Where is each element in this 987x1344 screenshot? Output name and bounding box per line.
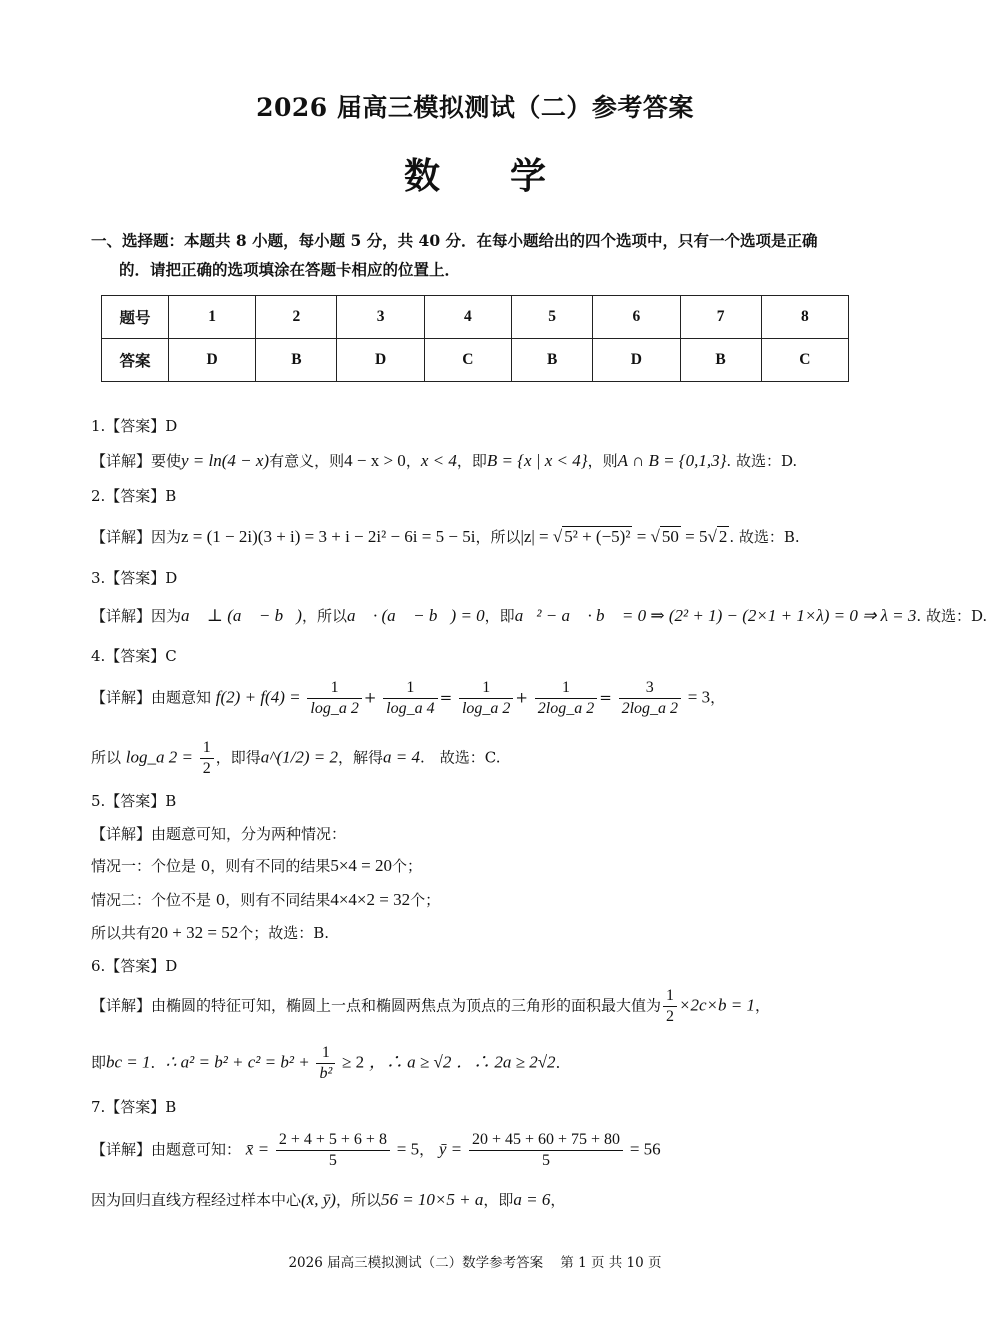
fraction: $\frac{1}{2}$ xyxy=(663,986,677,1027)
subject-char-2: 学 xyxy=(510,155,547,197)
section-line-1: 一、选择题：本题共 8 小题，每小题 5 分，共 40 分．在每小题给出的四个选项中，只有一个选项是正确 xyxy=(91,231,818,250)
detail-label: 【详解】因为 xyxy=(91,528,182,546)
math-expr: 5×4 = 20 xyxy=(330,856,393,875)
detail-text: ，即得 xyxy=(215,748,261,767)
q5-answer: 5.【答案】B xyxy=(91,792,177,810)
detail-text: ， xyxy=(419,1140,435,1159)
math-expr: a = 6 xyxy=(513,1190,551,1209)
math-expr: 56 = 10×5 + a xyxy=(380,1190,484,1209)
table-cell: D xyxy=(337,339,424,382)
math-expr: = 5 xyxy=(680,527,708,546)
detail-text: ， xyxy=(405,452,421,470)
math-sqrt: 50 xyxy=(661,527,679,546)
detail-text: ， xyxy=(754,996,770,1015)
math-expr: = 56 xyxy=(629,1139,661,1159)
math-expr: a⃗ · (a⃗ − b⃗) = 0 xyxy=(346,606,485,625)
detail-label: 【详解】由椭圆的特征可知，椭圆上一点和椭圆两焦点为顶点的三角形的面积最大值为 xyxy=(91,996,662,1015)
table-cell: D xyxy=(169,339,256,382)
table-cell: 1 xyxy=(169,296,256,339)
table-cell: B xyxy=(680,339,761,382)
detail-text: 因为回归直线方程经过样本中心 xyxy=(91,1191,302,1209)
fraction: $\frac{1}{2}$ xyxy=(200,738,214,779)
table-cell: 2 xyxy=(256,296,337,339)
q3-detail xyxy=(91,606,987,626)
q5-total xyxy=(91,923,329,943)
detail-text: . 故选：D. xyxy=(916,607,987,625)
q1-answer: 1.【答案】D xyxy=(91,417,178,435)
math-expr: ×2c×b = 1 xyxy=(679,995,755,1015)
table-cell: 4 xyxy=(424,296,511,339)
table-cell: 6 xyxy=(593,296,680,339)
footer-title: 2026 届高三模拟测试（二）数学参考答案 xyxy=(288,1255,544,1271)
fraction: $\frac{1}{2\log\_a 2}$ xyxy=(535,678,597,719)
fraction: $\frac{1}{\log\_a 2}$ xyxy=(459,678,513,719)
table-cell: 5 xyxy=(512,296,593,339)
math-expr: 4 − x > 0 xyxy=(344,451,406,470)
math-expr: a^(1/2) = 2 xyxy=(260,747,338,767)
math-expr: A ∩ B = {0,1,3} xyxy=(617,451,727,470)
fraction: $\frac{1}{\text{b²}}$ xyxy=(316,1043,335,1084)
math-expr: ≥ 2 xyxy=(342,1052,365,1072)
detail-text: 情况一：个位是 0，则有不同的结果 xyxy=(91,857,331,875)
q4-answer: 4.【答案】C xyxy=(91,647,177,665)
table-cell: C xyxy=(424,339,511,382)
math-sqrt: 5² + (−5)² xyxy=(564,527,631,546)
q2-answer: 2.【答案】B xyxy=(91,487,177,505)
page-number: 第 1 页 共 10 页 xyxy=(560,1255,662,1271)
detail-text: ， xyxy=(710,688,726,707)
table-row-label: 题号 xyxy=(102,296,169,339)
detail-text: ． xyxy=(150,1053,166,1072)
math-expr: 4×4×2 = 32 xyxy=(330,890,411,909)
detail-text: 所以共有 xyxy=(91,924,152,942)
section-heading xyxy=(91,226,863,284)
table-cell: B xyxy=(256,339,337,382)
math-expr: ．∴ 2a ≥ 2√2 xyxy=(456,1052,556,1072)
math-expr: ȳ = xyxy=(438,1139,463,1159)
table-cell: B xyxy=(512,339,593,382)
fraction: $\frac{1}{\log\_a 4}$ xyxy=(383,678,437,719)
math-expr: bc = 1 xyxy=(106,1052,151,1072)
detail-text: . 故选：C. xyxy=(420,748,501,767)
page-footer xyxy=(0,1251,950,1271)
math-expr: a⃗ ⊥ (a⃗ − b⃗) xyxy=(181,606,302,625)
subject-char-1: 数 xyxy=(403,155,440,197)
q4-detail-line2 xyxy=(91,738,500,779)
q7-detail xyxy=(91,1130,661,1171)
fraction: $\frac{20 + 45 + 60 + 75 + 80}{5}$ xyxy=(469,1130,623,1171)
detail-text: ． xyxy=(555,1053,571,1072)
detail-text: ，所以 xyxy=(301,607,347,625)
detail-text: ， xyxy=(550,1191,566,1209)
math-expr: ∴ a² = b² + c² = b² + xyxy=(165,1052,310,1072)
detail-text: ，即 xyxy=(484,607,515,625)
fraction: $\frac{3}{2\log\_a 2}$ xyxy=(619,678,681,719)
math-expr: f(2) + f(4) = xyxy=(215,687,301,707)
fraction: $\frac{2 + 4 + 5 + 6 + 8}{5}$ xyxy=(276,1130,390,1171)
table-row xyxy=(102,339,849,382)
detail-text: 个； xyxy=(410,891,441,909)
detail-text: 个；故选：B. xyxy=(238,924,329,942)
q5-detail: 【详解】由题意可知，分为两种情况： xyxy=(91,825,347,843)
detail-text: 有意义，则 xyxy=(269,452,345,470)
detail-text: 即 xyxy=(91,1053,107,1072)
q6-detail xyxy=(91,986,770,1027)
answer-table xyxy=(101,295,849,382)
detail-text: ，所以 xyxy=(335,1191,381,1209)
detail-label: 【详解】因为 xyxy=(91,607,182,625)
math-expr: B = {x | x < 4} xyxy=(486,451,588,470)
table-row-label: 答案 xyxy=(102,339,169,382)
math-expr: a = 4 xyxy=(383,747,420,767)
detail-text: ，解得 xyxy=(338,748,384,767)
detail-text: ，即 xyxy=(483,1191,514,1209)
detail-text: ，则 xyxy=(587,452,618,470)
detail-text: . 故选：D. xyxy=(726,452,798,470)
math-expr: log_a 2 = xyxy=(125,747,193,767)
math-expr: 20 + 32 = 52 xyxy=(151,923,239,942)
table-cell: 3 xyxy=(337,296,424,339)
detail-text: ，所以 xyxy=(475,528,521,546)
detail-text: 情况二：个位不是 0，则有不同结果 xyxy=(91,891,331,909)
q6-detail-line2 xyxy=(91,1043,571,1084)
math-expr: x < 4 xyxy=(420,451,457,470)
detail-text: 所以 xyxy=(91,748,122,767)
table-cell: C xyxy=(761,339,848,382)
detail-label: 【详解】由题意知 xyxy=(91,688,212,707)
math-expr: x̄ = xyxy=(245,1139,270,1159)
math-expr: = 3 xyxy=(687,687,711,707)
q2-detail: 【详解】因为z = (1 − 2i)(3 + i) = 3 + i − 2i² − 6i = 5 − 5i，所以|z| = √ 5² + (−5)² = √ 50 = 5√ 2 . 故选：B. xyxy=(91,527,800,546)
detail-label: 【详解】由题意可知： xyxy=(91,1140,242,1159)
math-expr: (x̄, ȳ) xyxy=(301,1190,336,1209)
detail-text: . 故选：B. xyxy=(729,528,800,546)
math-expr: y = ln(4 − x) xyxy=(181,451,270,470)
table-cell: D xyxy=(593,339,680,382)
table-row xyxy=(102,296,849,339)
math-expr: z = (1 − 2i)(3 + i) = 3 + i − 2i² − 6i = 5 − 5i xyxy=(181,527,476,546)
math-expr: a⃗² − a⃗ · b⃗ = 0 ⇒ (2² + 1) − (2×1 + 1×λ) = 0 ⇒ λ = 3 xyxy=(514,606,917,625)
q3-answer: 3.【答案】D xyxy=(91,569,178,587)
subject-heading xyxy=(0,148,950,199)
page-title: 2026 届高三模拟测试（二）参考答案 xyxy=(256,93,694,122)
q5-case-2 xyxy=(91,890,440,910)
detail-text: ，即 xyxy=(456,452,487,470)
q6-answer: 6.【答案】D xyxy=(91,957,178,975)
q5-case-1 xyxy=(91,856,422,876)
math-sqrt: 2 xyxy=(718,527,728,546)
math-expr: = xyxy=(632,527,651,546)
detail-text: 个； xyxy=(392,857,423,875)
q7-answer: 7.【答案】B xyxy=(91,1098,177,1116)
q7-detail-line2 xyxy=(91,1190,565,1210)
section-line-2: 的．请把正确的选项填涂在答题卡相应的位置上． xyxy=(119,260,461,279)
table-cell: 7 xyxy=(680,296,761,339)
detail-label: 【详解】要使 xyxy=(91,452,182,470)
math-expr: = 5 xyxy=(396,1139,420,1159)
table-cell: 8 xyxy=(761,296,848,339)
fraction: $\frac{1}{\log\_a 2}$ xyxy=(307,678,361,719)
math-expr: |z| = xyxy=(520,527,553,546)
math-expr: ，∴ a ≥ √2 xyxy=(368,1052,452,1072)
q1-detail xyxy=(91,451,797,471)
q4-detail: 【详解】由题意知 f(2) + f(4) = $\frac{1}{\log\_a 2}$ + $\frac{1}{\log\_a 4}$ = $\frac{1}{\log\_a 2}$ + $\frac{1}{2\log\_a 2}$ = $\frac{3}{2\log\_a 2}$ = 3， xyxy=(91,679,726,717)
